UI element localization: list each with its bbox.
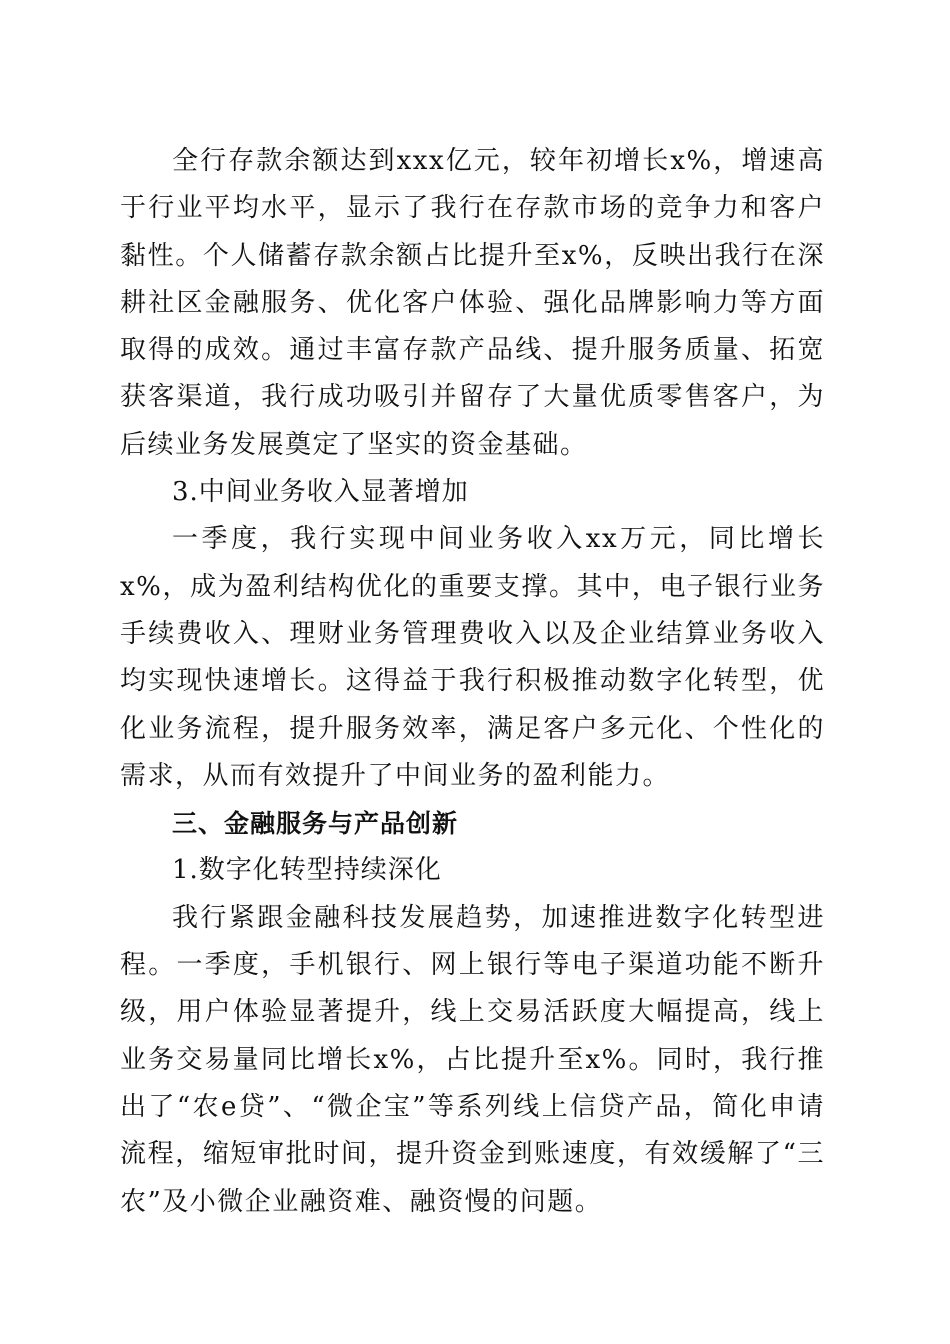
subheading-digital-transformation: 1.数字化转型持续深化	[172, 855, 442, 886]
subheading-intermediate-income: 3.中间业务收入显著增加	[172, 477, 469, 508]
paragraph-deposits: 全行存款余额达到xxx亿元，较年初增长x%，增速高于行业平均水平，显示了我行在存款市场的竞争力和客户黏性。个人储蓄存款余额占比提升至x%，反映出我行在深耕社区金融服务、优化客户体验、强化品牌影响力等方面取得的成效。通过丰富存款产品线、提升服务质量、拓宽获客渠道，我行成功吸引并留存了大量优质零售客户，为后续业务发展奠定了坚实的资金基础。	[120, 146, 825, 460]
paragraph-digital-transformation: 我行紧跟金融科技发展趋势，加速推进数字化转型进程。一季度，手机银行、网上银行等电子渠道功能不断升级，用户体验显著提升，线上交易活跃度大幅提高，线上业务交易量同比增长x%，占比提升至x%。同时，我行推出了“农e贷”、“微企宝”等系列线上信贷产品，简化申请流程，缩短审批时间，提升资金到账速度，有效缓解了“三农”及小微企业融资难、融资慢的问题。	[120, 902, 825, 1217]
paragraph-intermediate-income: 一季度，我行实现中间业务收入xx万元，同比增长x%，成为盈利结构优化的重要支撑。其中，电子银行业务手续费收入、理财业务管理费收入以及企业结算业务收入均实现快速增长。这得益于我行积极推动数字化转型，优化业务流程，提升服务效率，满足客户多元化、个性化的需求，从而有效提升了中间业务的盈利能力。	[120, 524, 825, 791]
section-heading-financial-services: 三、金融服务与产品创新	[172, 809, 459, 839]
document-body	[120, 138, 825, 1226]
